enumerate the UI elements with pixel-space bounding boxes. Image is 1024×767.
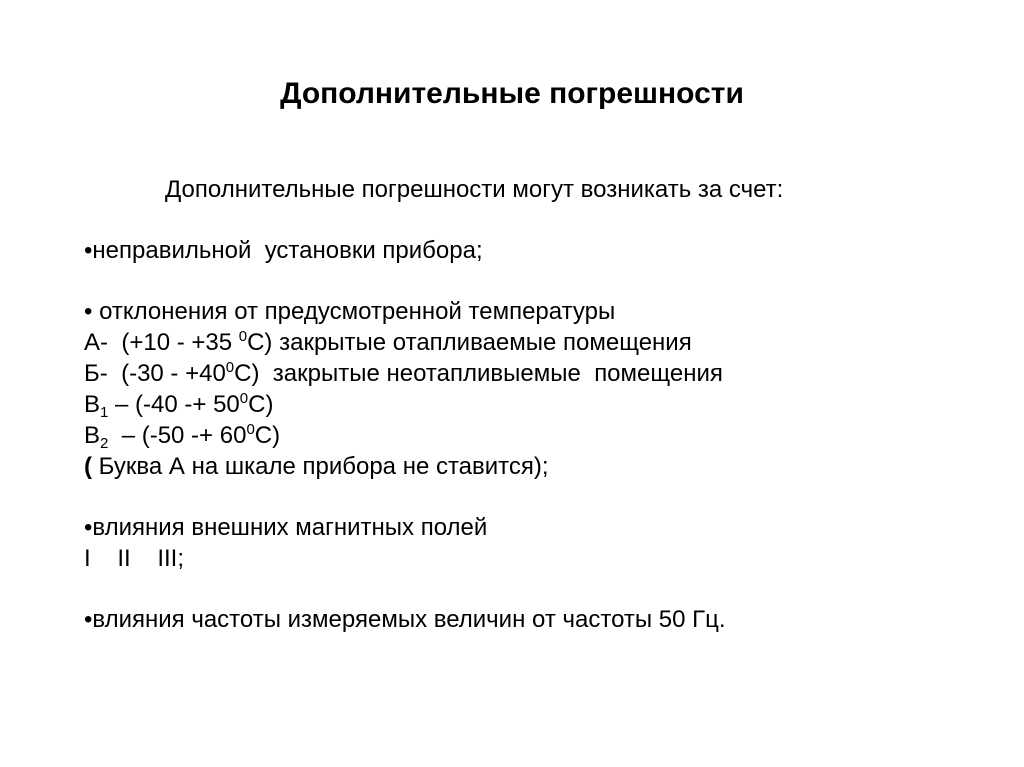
temp-group-v1 [84,390,273,420]
degree-sup: 0 [239,390,249,407]
temp-group-b-pre: Б- (-30 - +40 [84,360,226,387]
bullet-temperature: • отклонения от предусмотренной температуры [84,298,616,325]
note-text: Буква А на шкале прибора не ставится); [92,453,549,480]
magnetic-classes: I II III; [84,545,185,572]
temp-group-v1-mid: – (-40 -+ 50 [108,391,240,418]
intro-text: Дополнительные погрешности могут возникать за счет: [165,176,784,203]
temp-group-b-post: С) закрытые неотапливыемые помещения [234,360,723,387]
temp-group-a-pre: А- (+10 - +35 [84,329,239,356]
temp-group-v2-mid: – (-50 -+ 60 [108,422,247,449]
temp-group-b [84,359,723,389]
temp-group-v2 [84,421,280,451]
bullet-frequency: •влияния частоты измеряемых величин от частоты 50 Гц. [84,606,726,633]
degree-sup: 0 [246,421,255,438]
temp-group-v2-letter: В [84,422,101,449]
temp-group-v1-post: С) [248,391,274,418]
degree-sup: 0 [225,359,235,376]
temp-group-v1-letter: В [84,391,101,418]
temp-group-a [84,328,692,358]
temp-group-a-post: С) закрытые отапливаемые помещения [247,329,692,356]
slide-title: Дополнительные погрешности [280,77,744,110]
bullet-installation: •неправильной установки прибора; [84,237,483,264]
bullet-magnetic: •влияния внешних магнитных полей [84,514,488,541]
subscript-1: 1 [100,404,109,421]
temp-group-v2-post: С) [254,422,281,449]
degree-sup: 0 [238,328,248,345]
note-open-paren: ( [84,453,92,480]
subscript-2: 2 [100,435,109,452]
letter-a-note [84,452,549,482]
